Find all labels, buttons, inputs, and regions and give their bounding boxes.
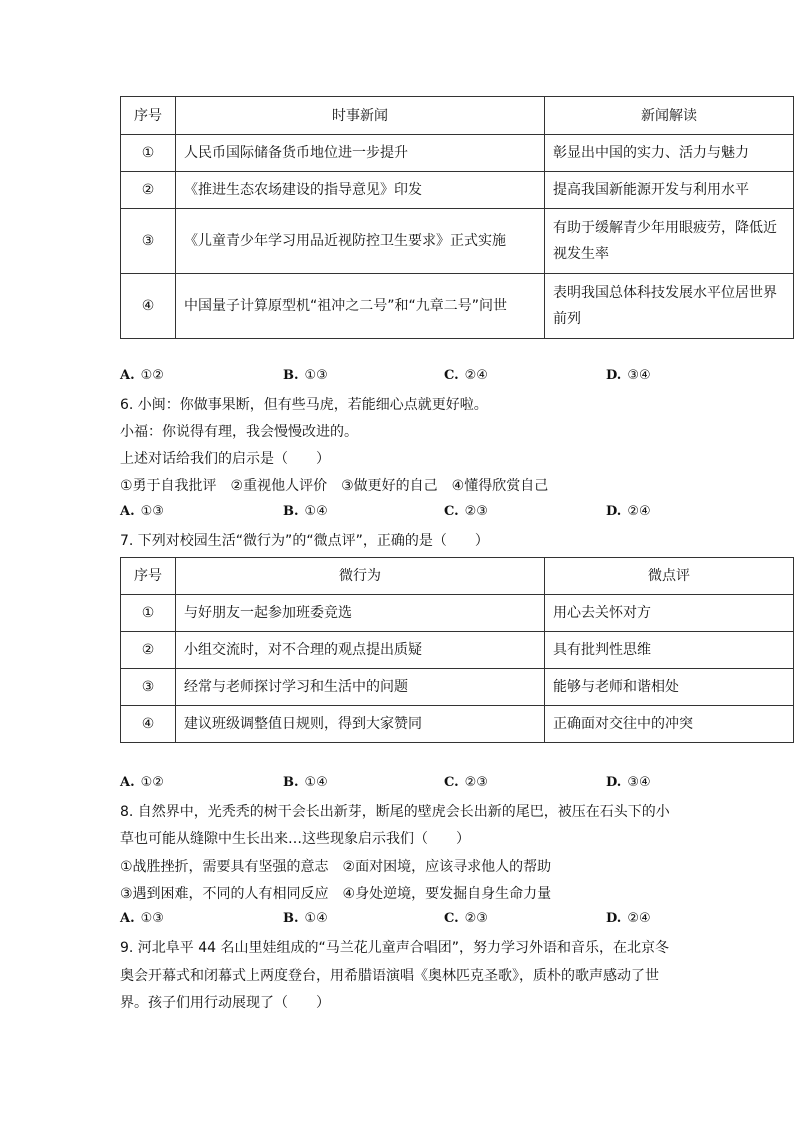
q8-choices: ③遇到困难，不同的人有相同反应 ④身处逆境，要发掘自身生命力量 [120, 886, 552, 902]
row-number: ③ [121, 669, 176, 706]
table-header-row [121, 558, 794, 595]
header-cell: 微点评 [545, 558, 794, 595]
header-cell: 序号 [121, 97, 176, 135]
behavior-cell: 小组交流时，对不合理的观点提出质疑 [176, 632, 545, 669]
header-cell: 微行为 [176, 558, 545, 595]
comment-cell: 具有批判性思维 [545, 632, 794, 669]
header-cell: 序号 [121, 558, 176, 595]
interpretation-cell: 提高我国新能源开发与利用水平 [545, 172, 794, 209]
table-row [121, 135, 794, 172]
comment-cell: 能够与老师和谐相处 [545, 669, 794, 706]
option-a[interactable]: A. ①③ [120, 504, 164, 519]
option-c[interactable]: C. ②③ [444, 775, 488, 790]
option-c[interactable]: C. ②④ [444, 368, 488, 383]
option-b[interactable]: B. ①④ [283, 911, 328, 926]
behavior-table [120, 557, 794, 743]
behavior-cell: 建议班级调整值日规则，得到大家赞同 [176, 706, 545, 743]
option-a[interactable]: A. ①② [120, 775, 164, 790]
q8-stem: 草也可能从缝隙中生长出来…这些现象启示我们（ ） [120, 831, 470, 847]
table-row [121, 595, 794, 632]
header-cell: 时事新闻 [176, 97, 545, 135]
option-b[interactable]: B. ①④ [283, 775, 328, 790]
q8-line: 8. 自然界中，光秃秃的树干会长出新芽，断尾的壁虎会长出新的尾巴，被压在石头下的小 [120, 804, 670, 820]
q9-stem: 界。孩子们用行动展现了（ ） [120, 995, 330, 1011]
q6-line: 6. 小闽：你做事果断，但有些马虎，若能细心点就更好啦。 [120, 397, 488, 413]
table-row [121, 706, 794, 743]
q6-choices: ①勇于自我批评 ②重视他人评价 ③做更好的自己 ④懂得欣赏自己 [120, 478, 549, 494]
option-b[interactable]: B. ①④ [283, 504, 328, 519]
behavior-cell: 经常与老师探讨学习和生活中的问题 [176, 669, 545, 706]
option-d[interactable]: D. ②④ [606, 911, 651, 926]
q6-line: 小福：你说得有理，我会慢慢改进的。 [120, 424, 358, 440]
interpretation-cell: 表明我国总体科技发展水平位居世界前列 [545, 274, 794, 339]
table-row [121, 172, 794, 209]
table-row [121, 274, 794, 339]
comment-cell: 正确面对交往中的冲突 [545, 706, 794, 743]
row-number: ③ [121, 209, 176, 274]
option-d[interactable]: D. ③④ [606, 775, 651, 790]
comment-cell: 用心去关怀对方 [545, 595, 794, 632]
table-row [121, 669, 794, 706]
header-cell: 新闻解读 [545, 97, 794, 135]
table-row [121, 209, 794, 274]
table-header-row [121, 97, 794, 135]
news-cell: 中国量子计算原型机“祖冲之二号”和“九章二号”问世 [176, 274, 545, 339]
table-row [121, 632, 794, 669]
option-a[interactable]: A. ①③ [120, 911, 164, 926]
option-d[interactable]: D. ③④ [606, 368, 651, 383]
interpretation-cell: 彰显出中国的实力、活力与魅力 [545, 135, 794, 172]
q9-line: 9. 河北阜平 44 名山里娃组成的“马兰花儿童声合唱团”，努力学习外语和音乐，在北京冬 [120, 940, 670, 956]
row-number: ② [121, 172, 176, 209]
news-cell: 《儿童青少年学习用品近视防控卫生要求》正式实施 [176, 209, 545, 274]
news-cell: 《推进生态农场建设的指导意见》印发 [176, 172, 545, 209]
behavior-cell: 与好朋友一起参加班委竞选 [176, 595, 545, 632]
option-d[interactable]: D. ②④ [606, 504, 651, 519]
q6-stem: 上述对话给我们的启示是（ ） [120, 451, 330, 467]
interpretation-cell: 有助于缓解青少年用眼疲劳，降低近视发生率 [545, 209, 794, 274]
row-number: ④ [121, 706, 176, 743]
option-a[interactable]: A. ①② [120, 368, 164, 383]
row-number: ④ [121, 274, 176, 339]
option-c[interactable]: C. ②③ [444, 911, 488, 926]
row-number: ① [121, 135, 176, 172]
row-number: ① [121, 595, 176, 632]
q9-line: 奥会开幕式和闭幕式上两度登台，用希腊语演唱《奥林匹克圣歌》，质朴的歌声感动了世 [120, 968, 659, 984]
q7-stem: 7. 下列对校园生活“微行为”的“微点评”，正确的是（ ） [120, 533, 489, 549]
row-number: ② [121, 632, 176, 669]
option-b[interactable]: B. ①③ [283, 368, 328, 383]
option-c[interactable]: C. ②③ [444, 504, 488, 519]
news-table [120, 96, 794, 339]
q8-choices: ①战胜挫折，需要具有坚强的意志 ②面对困境，应该寻求他人的帮助 [120, 859, 552, 875]
news-cell: 人民币国际储备货币地位进一步提升 [176, 135, 545, 172]
